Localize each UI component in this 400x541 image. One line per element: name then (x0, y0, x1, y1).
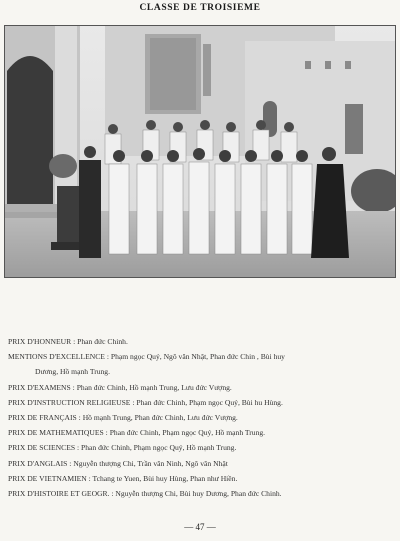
award-separator: : (70, 382, 77, 392)
award-sciences (8, 440, 396, 455)
awards-list (8, 334, 396, 501)
award-label: PRIX DE SCIENCES (8, 443, 76, 453)
page-number: — 47 — (184, 522, 216, 532)
award-names: Phan đức Chinh, Phạm ngọc Quý, Bùi hu Hùng. (136, 397, 283, 407)
award-label: PRIX D'HONNEUR (8, 337, 72, 346)
award-separator: : (109, 489, 116, 499)
award-excellence (8, 349, 396, 379)
award-separator: : (86, 473, 93, 483)
award-names: Hồ mạnh Trung, Phan đức Chinh, Lưu đức Vượng. (82, 413, 238, 423)
award-names: Phan đức Chinh, Phạm ngọc Quý, Hồ mạnh Trung. (81, 443, 237, 453)
award-label: PRIX DE FRANÇAIS (8, 413, 77, 423)
award-separator: : (130, 397, 137, 407)
award-names: Phan đức Chinh, Phạm ngọc Quý, Hồ mạnh Trung. (109, 428, 266, 438)
award-separator: : (67, 458, 74, 468)
award-separator: : (103, 428, 110, 438)
class-photograph (4, 25, 396, 278)
award-separator: : (71, 337, 78, 346)
award-anglais (8, 456, 396, 471)
award-honneur (8, 334, 396, 349)
award-names: Tchang te Yuen, Bùi huy Hùng, Phan như Hiền. (92, 473, 238, 483)
award-examens (8, 380, 396, 395)
award-names: Phạm ngọc Quý, Ngô văn Nhật, Phan đức Chin , Bùi huy (110, 352, 285, 362)
award-label: PRIX DE VIETNAMIEN (8, 473, 87, 483)
award-label: PRIX D'EXAMENS (8, 382, 71, 392)
award-names: Nguyễn thượng Chi, Bùi huy Dương, Phan đức Chinh. (115, 489, 282, 499)
award-separator: : (104, 352, 111, 362)
award-label: PRIX D'ANGLAIS (8, 458, 68, 468)
award-separator: : (76, 413, 83, 423)
award-instruction-religieuse (8, 395, 396, 410)
page-title: CLASSE DE TROISIEME (139, 3, 261, 13)
award-names: Phan đức Chinh. (77, 337, 128, 346)
award-label: PRIX DE MATHEMATIQUES (8, 428, 104, 438)
award-names: Nguyễn thượng Chi, Trần văn Ninh, Ngô văn Nhật (73, 458, 228, 468)
award-francais (8, 410, 396, 425)
class-photo-illustration (5, 26, 396, 278)
award-names: Phan đức Chinh, Hồ mạnh Trung, Lưu đức Vượng. (76, 382, 232, 392)
award-label: MENTIONS D'EXCELLENCE (8, 352, 105, 362)
award-label: PRIX D'INSTRUCTION RELIGIEUSE (8, 397, 131, 407)
award-names-continued: Dương, Hồ mạnh Trung. (35, 367, 111, 377)
award-label: PRIX D'HISTOIRE ET GEOGR. (8, 489, 110, 499)
award-mathematiques (8, 425, 396, 440)
award-separator: : (75, 443, 82, 453)
award-vietnamien (8, 471, 396, 486)
award-histoire-geographie (8, 486, 396, 501)
